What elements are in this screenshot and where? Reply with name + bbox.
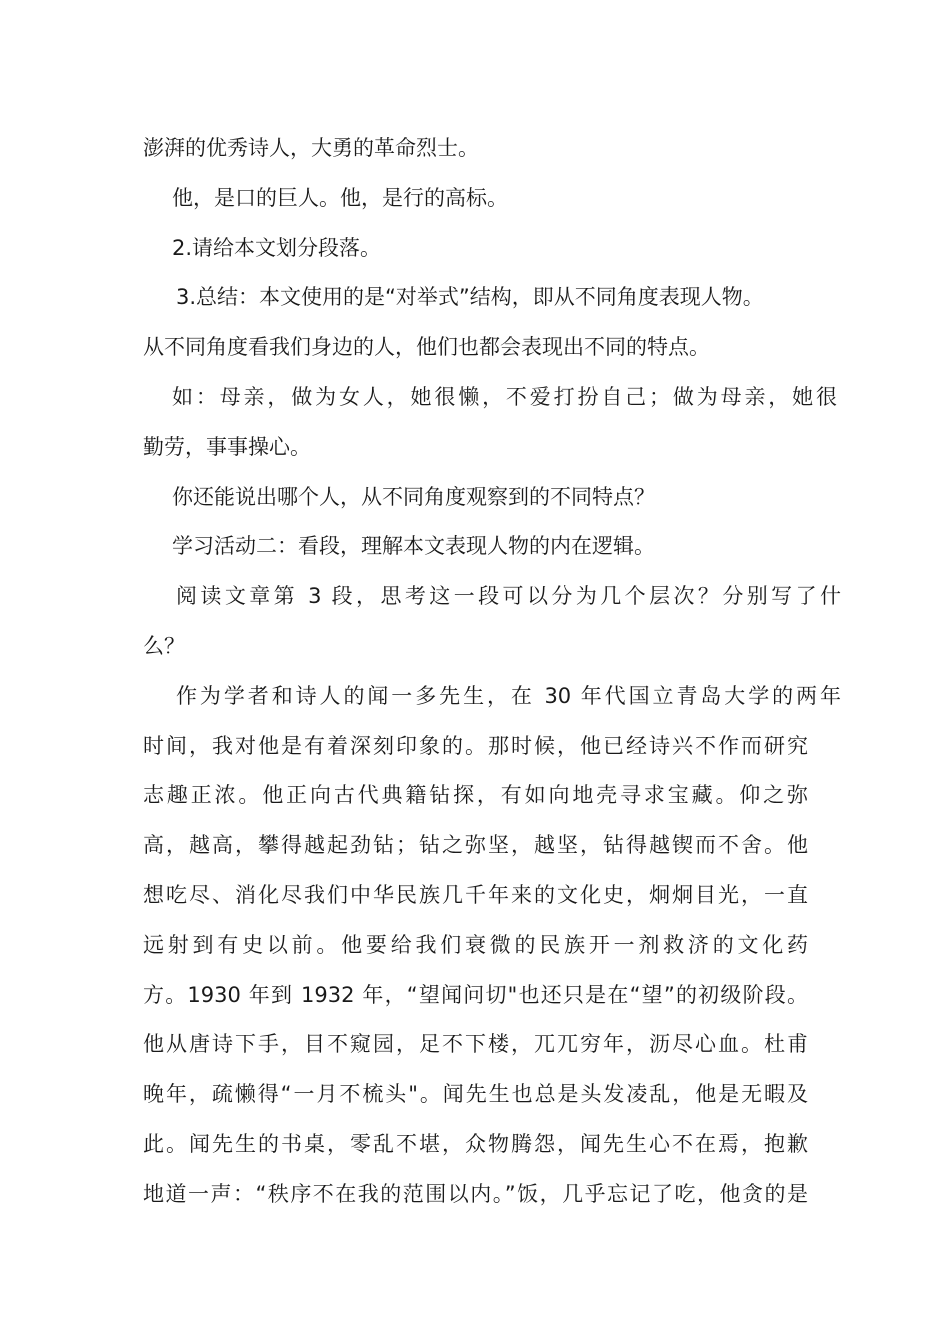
text-line: 晚年，疏懒得“一月不梳头"。闻先生也总是头发凌乱，他是无暇及 (143, 1082, 808, 1107)
text-line: 2.请给本文划分段落。 (172, 235, 382, 260)
text-line: 时间，我对他是有着深刻印象的。那时候，他已经诗兴不作而研究 (143, 733, 808, 758)
text-line: 3.总结：本文使用的是“对举式”结构，即从不同角度表现人物。 (176, 285, 764, 310)
text-line: 远射到有史以前。他要给我们衰微的民族开一剂救济的文化药 (143, 932, 808, 957)
text-line: 他，是口的巨人。他，是行的高标。 (172, 185, 508, 210)
text-line: 志趣正浓。他正向古代典籍钻探，有如向地壳寻求宝藏。仰之弥 (143, 783, 808, 808)
text-line: 此。闻先生的书桌，零乱不堪，众物腾怨，闻先生心不在焉，抱歉 (143, 1131, 808, 1156)
text-line: 地道一声：“秩序不在我的范围以内。”饭，几乎忘记了吃，他贪的是 (143, 1181, 808, 1206)
text-line: 阅读文章第 3 段，思考这一段可以分为几个层次？分别写了什 (176, 584, 841, 609)
text-line: 么？ (143, 633, 185, 658)
document-body (143, 124, 841, 1220)
text-line: 从不同角度看我们身边的人，他们也都会表现出不同的特点。 (143, 335, 710, 360)
text-line: 他从唐诗下手，目不窥园，足不下楼，兀兀穷年，沥尽心血。杜甫 (143, 1032, 808, 1057)
text-line: 澎湃的优秀诗人，大勇的革命烈士。 (143, 136, 479, 160)
text-line: 想吃尽、消化尽我们中华民族几千年来的文化史，炯炯目光，一直 (143, 882, 808, 907)
text-line: 如：母亲，做为女人，她很懒，不爱打扮自己；做为母亲，她很 (172, 384, 837, 409)
text-line: 勤劳，事事操心。 (143, 434, 311, 459)
text-line: 高，越高，攀得越起劲钻；钻之弥坚，越坚，钻得越锲而不舍。他 (143, 833, 808, 858)
text-line: 你还能说出哪个人，从不同角度观察到的不同特点？ (172, 484, 655, 509)
text-line: 作为学者和诗人的闻一多先生，在 30 年代国立青岛大学的两年 (176, 683, 841, 708)
text-line: 方。1930 年到 1932 年，“望闻问切"也还只是在“望”的初级阶段。 (143, 982, 808, 1007)
text-line: 学习活动二：看段，理解本文表现人物的内在逻辑。 (172, 534, 655, 559)
